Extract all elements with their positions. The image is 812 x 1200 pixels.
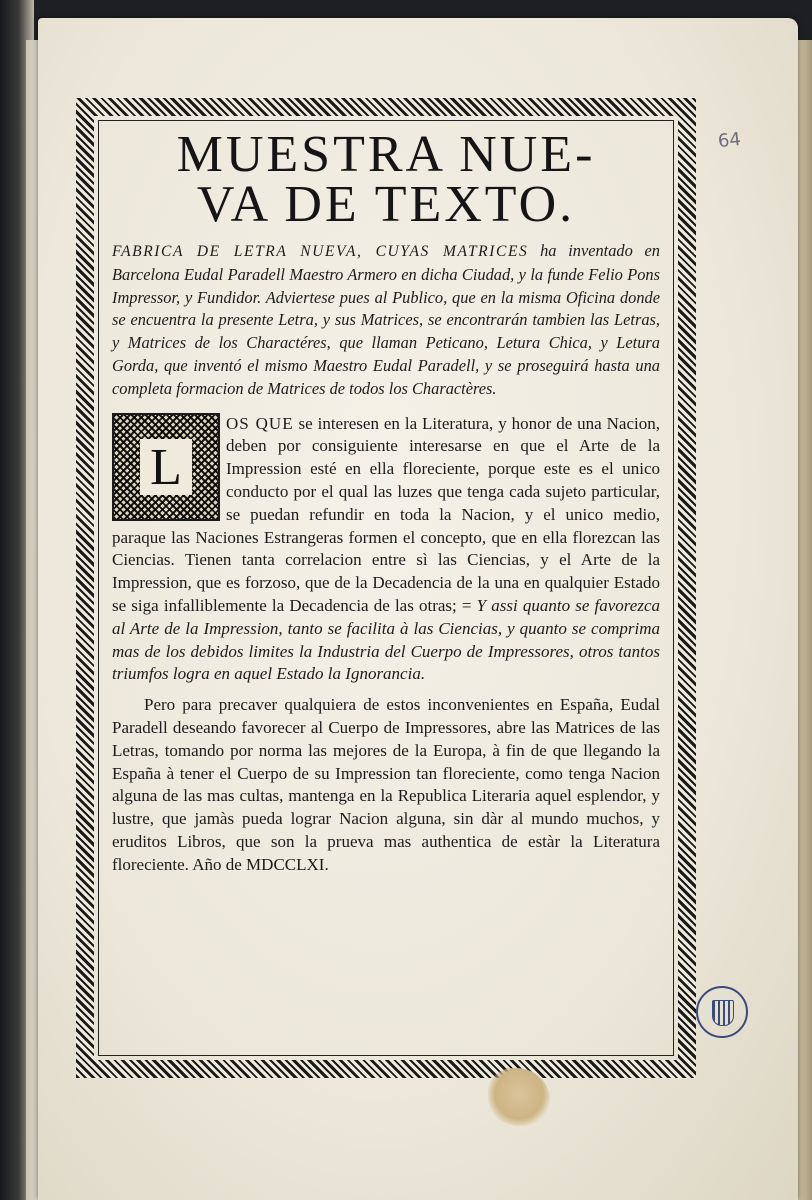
intro-paragraph xyxy=(112,240,660,401)
paragraph2-text: Pero para precaver qualquiera de estos inconvenientes en España, Eudal Paradell deseando favorecer al Cuerpo de Impressores, abre las Matrices de las Letras, tomando por norma las mejores de la Europa, à fin de que llegando la España à tener el Cuerpo de su Impression tan floreciente, como tenga Nacion alguna de las mas cultas, mantenga en la Republica Literaria aquel esplendor, y lustre, que jamàs pueda lograr Nacion alguna, sin dàr al mundo muchos, y eruditos Libros, que son la prueva mas authentica de estàr la Literatura floreciente. Año de MDCCLXI. xyxy=(112,695,660,874)
intro-text: ha inventado en Barcelona Eudal Paradell Maestro Armero en dicha Ciudad, y la funde Felio Pons Impressor, y Fundidor. Adviertese pues al Publico, que en la misma Oficina donde se encuentra la presente Letra, y sus Matrices, se encontrarán tambien las Letras, y Matrices de los Charactéres, que llaman Peticano, Letura Chica, y Letura Gorda, que inventó el mismo Maestro Eudal Paradell, y se proseguirá hasta una completa formacion de Matrices de todos los Charactères. xyxy=(112,241,660,398)
paragraph-lead-words: OS QUE xyxy=(226,413,294,433)
library-stamp xyxy=(696,986,748,1038)
main-paragraph xyxy=(112,413,660,687)
paragraph1-roman-text: se interesen en la Literatura, y honor de una Nacion, deben por consiguiente interesarse en que el Arte de la Impression esté en ella floreciente, porque este es el unico conducto por el qual las luzes que tenga cada sujeto particular, se puedan refundir en toda la Nacion, y el unico medio, paraque las Naciones Estrangeras formen el concepto, que en ella florezcan las Ciencias. Tienen tanta correlacion entre sì las Ciencias, y el Arte de la Impression, que es forzoso, que de la Decadencia de la una en qualquier Estado se siga infalliblemente la Decadencia de las otras; = xyxy=(112,413,660,615)
paragraph1-italic-text: Y assi quanto se favorezca al Arte de la Impression, tanto se facilita à las Ciencias, y quanto se comprima mas de los debidos limites la Industria del Cuerpo de Impressores, otros tantos triumfos logra en aquel Estado la Ignorancia. xyxy=(112,595,660,684)
stamp-shield-icon xyxy=(712,1000,734,1026)
document-body xyxy=(112,126,660,1040)
drop-cap-letter: L xyxy=(140,439,192,495)
title-line-1: MUESTRA NUE- xyxy=(176,126,596,183)
intro-lead: FABRICA DE LETRA NUEVA, CUYAS MATRICES xyxy=(112,243,529,260)
second-paragraph xyxy=(112,694,660,876)
page-title xyxy=(112,126,660,233)
folio-number: 64 xyxy=(716,128,742,153)
ornamental-drop-cap xyxy=(112,413,220,521)
title-line-2: VA DE TEXTO. xyxy=(196,176,576,233)
